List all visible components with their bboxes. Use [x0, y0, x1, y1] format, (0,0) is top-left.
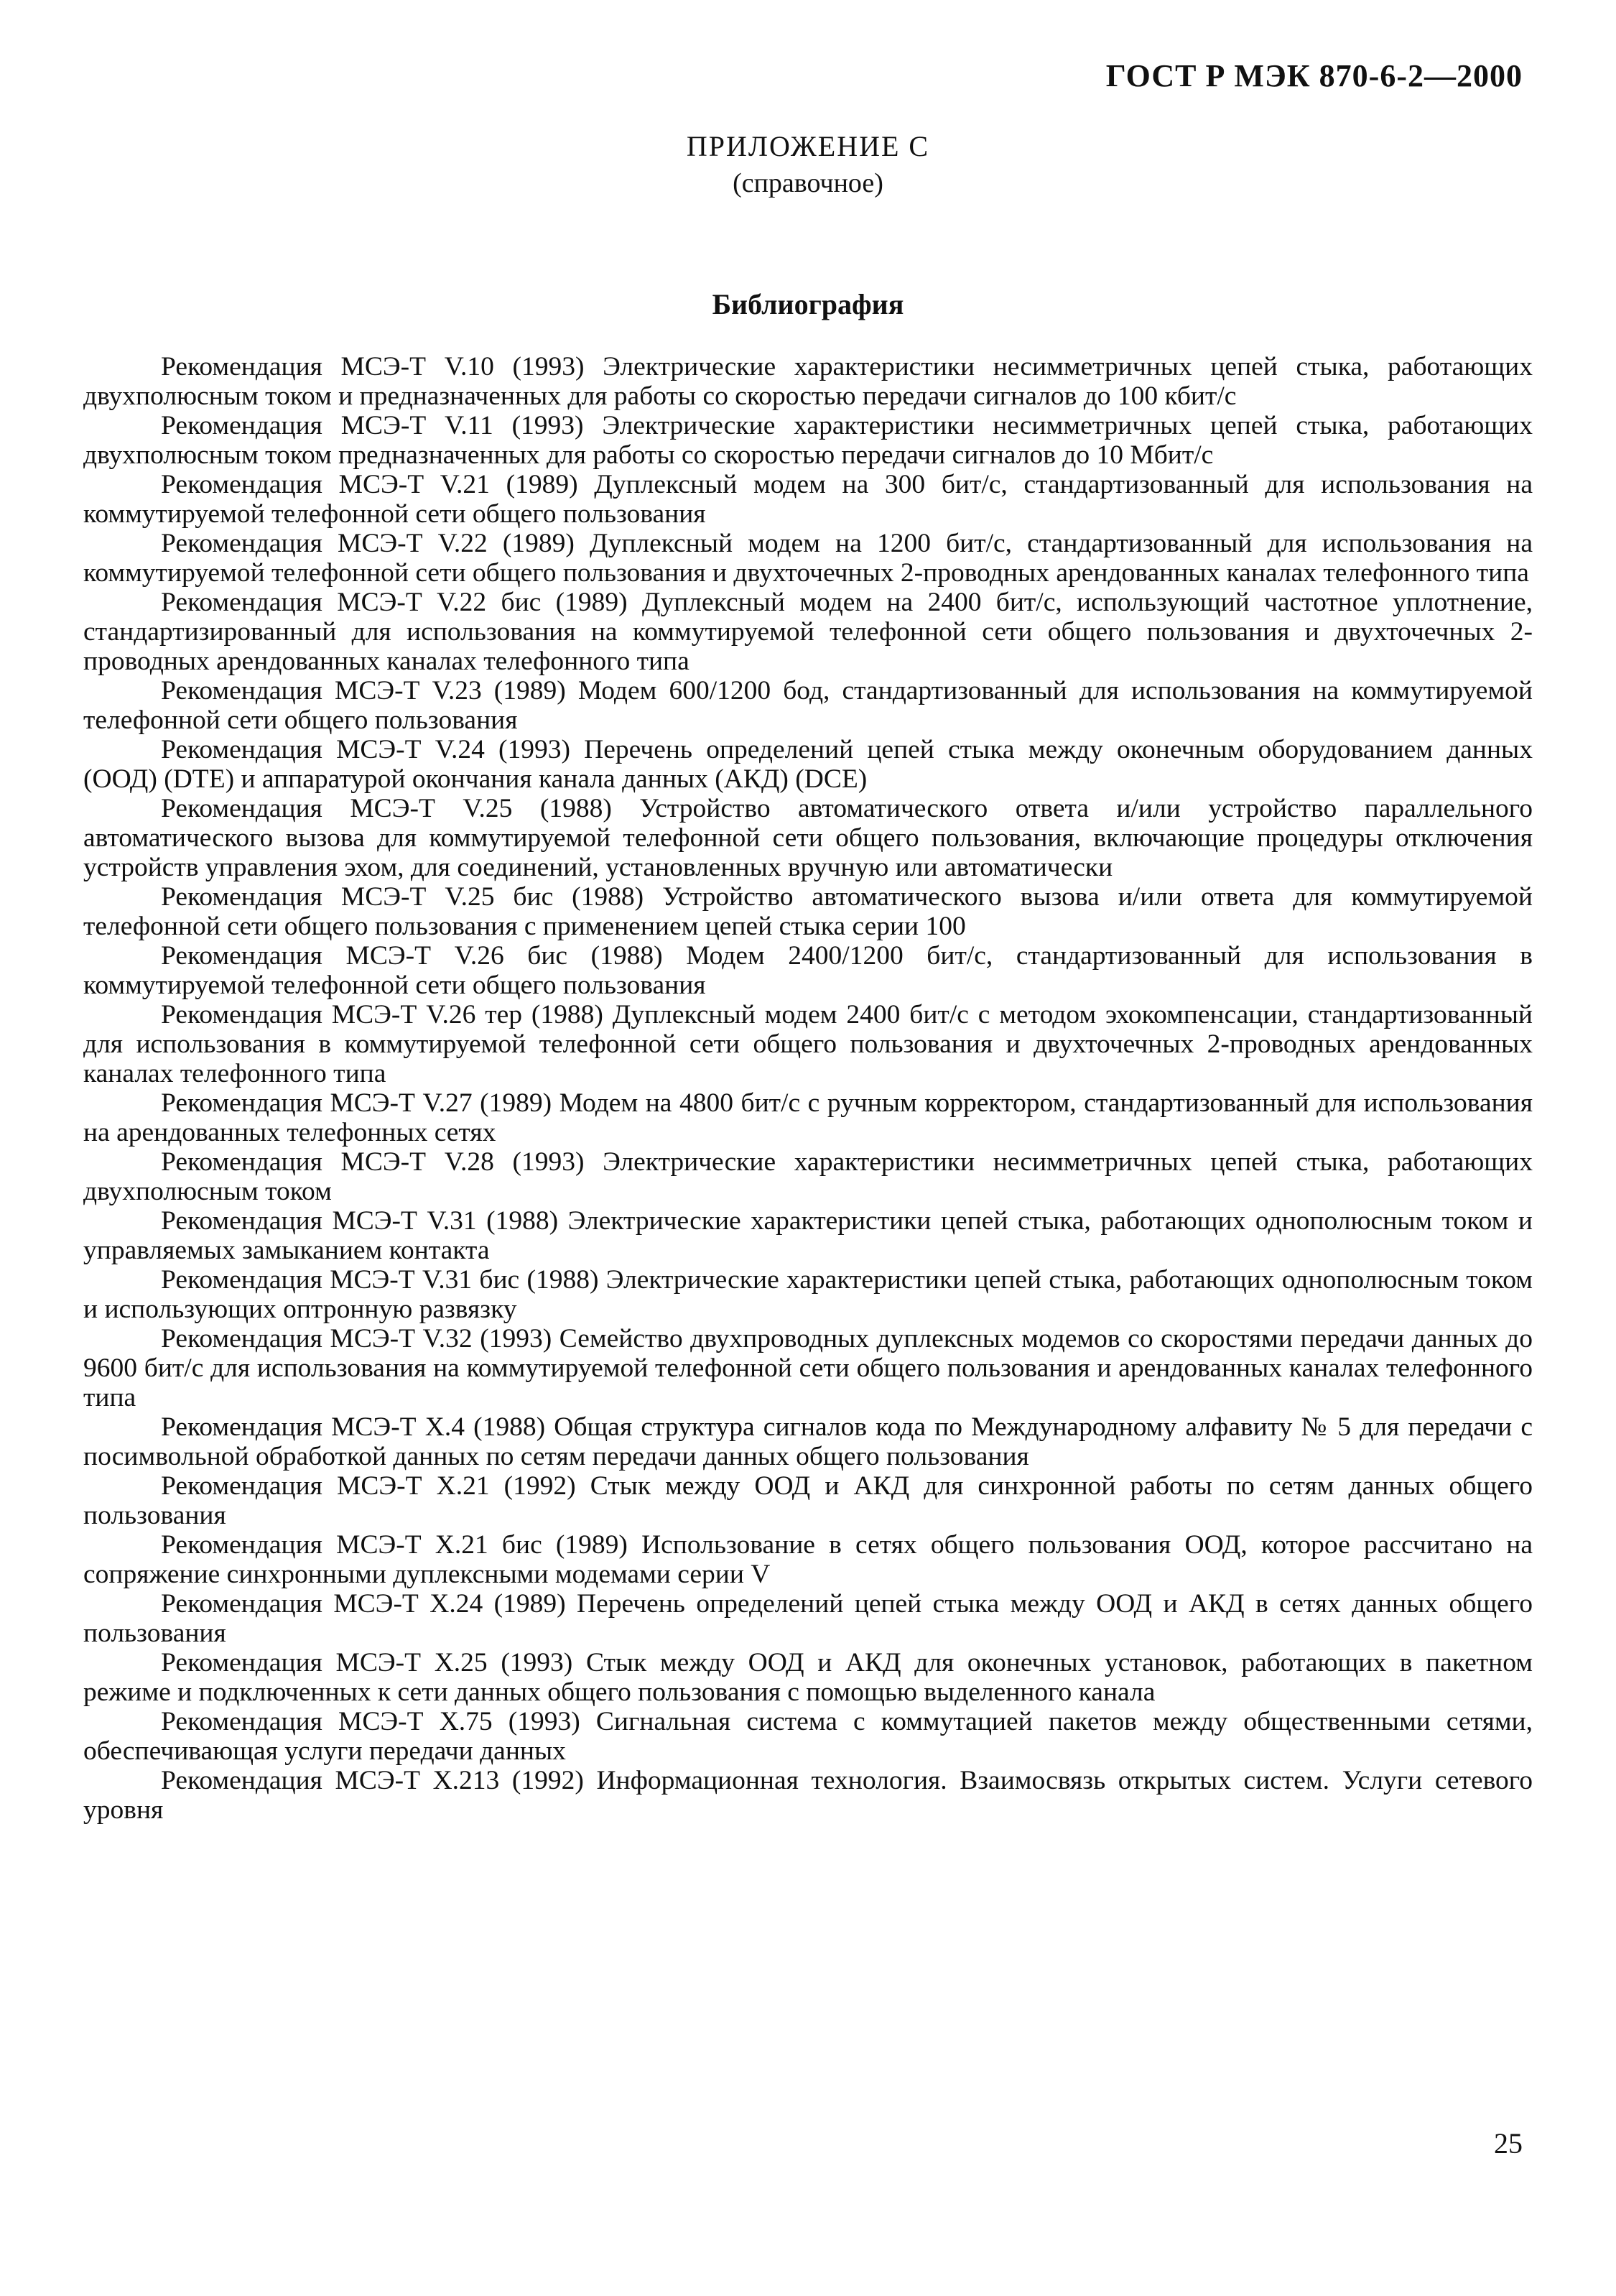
bibliography-entry: Рекомендация МСЭ-Т V.11 (1993) Электрические характеристики несимметричных цепей стыка, работающих двухполюсным током предназначенных для работы со скоростью передачи сигналов до 10 Мбит/с: [83, 411, 1533, 470]
bibliography-entry: Рекомендация МСЭ-Т X.4 (1988) Общая структура сигналов кода по Международному алфавиту № 5 для передачи с посимвольной обработкой данных по сетям передачи данных общего пользования: [83, 1412, 1533, 1471]
bibliography-entry: Рекомендация МСЭ-Т V.24 (1993) Перечень определений цепей стыка между оконечным оборудованием данных (ООД) (DTE) и аппаратурой окончания канала данных (АКД) (DCE): [83, 735, 1533, 794]
annex-title: ПРИЛОЖЕНИЕ С: [686, 130, 930, 162]
section-title: Библиография: [712, 288, 904, 320]
bibliography-entry: Рекомендация МСЭ-Т V.28 (1993) Электрические характеристики несимметричных цепей стыка, работающих двухполюсным током: [83, 1147, 1533, 1206]
bibliography-entry: Рекомендация МСЭ-Т X.213 (1992) Информационная технология. Взаимосвязь открытых систем. Услуги сетевого уровня: [83, 1766, 1533, 1825]
bibliography-entry: Рекомендация МСЭ-Т V.31 (1988) Электрические характеристики цепей стыка, работающих однополюсным током и управляемых замыканием контакта: [83, 1206, 1533, 1265]
bibliography-entry: Рекомендация МСЭ-Т X.25 (1993) Стык между ООД и АКД для оконечных установок, работающих в пакетном режиме и подключенных к сети данных общего пользования с помощью выделенного канала: [83, 1648, 1533, 1707]
bibliography-entry: Рекомендация МСЭ-Т V.31 бис (1988) Электрические характеристики цепей стыка, работающих однополюсным током и использующих оптронную развязку: [83, 1265, 1533, 1324]
bibliography-entry: Рекомендация МСЭ-Т V.22 (1989) Дуплексный модем на 1200 бит/с, стандартизованный для использования на коммутируемой телефонной сети общего пользования и двухточечных 2-проводных арендованных каналах телефонного типа: [83, 529, 1533, 588]
bibliography-entry: Рекомендация МСЭ-Т V.27 (1989) Модем на 4800 бит/с с ручным корректором, стандартизованный для использования на арендованных телефонных сетях: [83, 1088, 1533, 1147]
bibliography-entry: Рекомендация МСЭ-Т X.21 (1992) Стык между ООД и АКД для синхронной работы по сетям данных общего пользования: [83, 1471, 1533, 1530]
bibliography-entry: Рекомендация МСЭ-Т V.26 тер (1988) Дуплексный модем 2400 бит/с с методом эхокомпенсации, стандартизованный для использования в коммутируемой телефонной сети общего пользования и двухточечных 2-проводных арендованных каналах телефонного типа: [83, 1000, 1533, 1088]
bibliography-entry: Рекомендация МСЭ-Т X.75 (1993) Сигнальная система с коммутацией пакетов между общественными сетями, обеспечивающая услуги передачи данных: [83, 1707, 1533, 1766]
bibliography-entry: Рекомендация МСЭ-Т V.25 (1988) Устройство автоматического ответа и/или устройство параллельного автоматического вызова для коммутируемой телефонной сети общего пользования, включающие процедуры отключения устройств управления эхом, для соединений, установленных вручную или автоматически: [83, 794, 1533, 882]
bibliography-entry: Рекомендация МСЭ-Т V.22 бис (1989) Дуплексный модем на 2400 бит/с, использующий частотное уплотнение, стандартизированный для использования на коммутируемой телефонной сети общего пользования и двухточечных 2-проводных арендованных каналах телефонного типа: [83, 588, 1533, 676]
bibliography-list: [83, 352, 1533, 1825]
bibliography-entry: Рекомендация МСЭ-Т V.25 бис (1988) Устройство автоматического вызова и/или ответа для коммутируемой телефонной сети общего пользования с применением цепей стыка серии 100: [83, 882, 1533, 941]
page-header: ГОСТ Р МЭК 870-6-2—2000: [1105, 58, 1523, 93]
bibliography-entry: Рекомендация МСЭ-Т V.23 (1989) Модем 600/1200 бод, стандартизованный для использования на коммутируемой телефонной сети общего пользования: [83, 676, 1533, 735]
bibliography-entry: Рекомендация МСЭ-Т V.21 (1989) Дуплексный модем на 300 бит/с, стандартизованный для использования на коммутируемой телефонной сети общего пользования: [83, 470, 1533, 529]
bibliography-entry: Рекомендация МСЭ-Т X.21 бис (1989) Использование в сетях общего пользования ООД, которое рассчитано на сопряжение синхронными дуплексными модемами серии V: [83, 1530, 1533, 1589]
page-number: 25: [1494, 2127, 1523, 2160]
bibliography-entry: Рекомендация МСЭ-Т V.32 (1993) Семейство двухпроводных дуплексных модемов со скоростями передачи данных до 9600 бит/с для использования на коммутируемой телефонной сети общего пользования и арендованных каналах телефонного типа: [83, 1324, 1533, 1412]
annex-subtitle: (справочное): [733, 168, 883, 198]
bibliography-entry: Рекомендация МСЭ-Т V.10 (1993) Электрические характеристики несимметричных цепей стыка, работающих двухполюсным током и предназначенных для работы со скоростью передачи сигналов до 100 кбит/с: [83, 352, 1533, 411]
bibliography-entry: Рекомендация МСЭ-Т V.26 бис (1988) Модем 2400/1200 бит/с, стандартизованный для использования в коммутируемой телефонной сети общего пользования: [83, 941, 1533, 1000]
bibliography-entry: Рекомендация МСЭ-Т X.24 (1989) Перечень определений цепей стыка между ООД и АКД в сетях данных общего пользования: [83, 1589, 1533, 1648]
